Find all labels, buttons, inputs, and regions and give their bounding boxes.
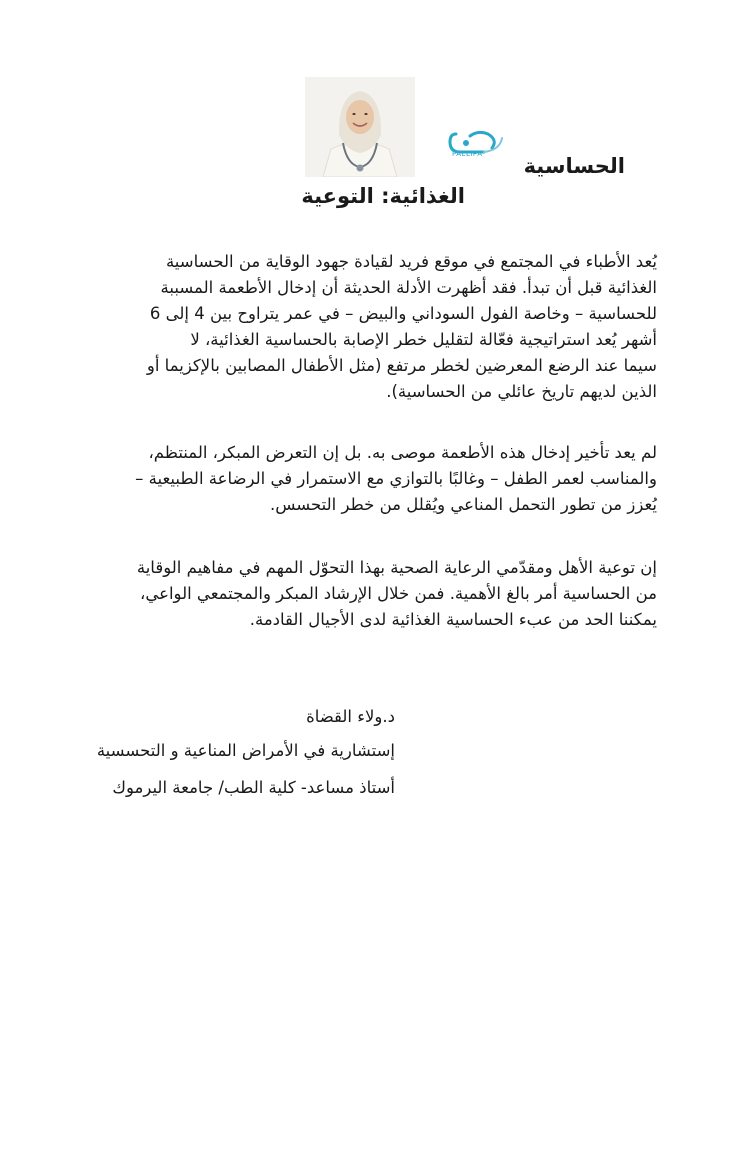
logo-text: PALLIPA (452, 150, 483, 158)
page-title-line1: الحساسية (523, 154, 625, 178)
paragraph-2 (85, 440, 657, 518)
text-line: الذين لديهم تاريخ عائلي من الحساسية). (386, 382, 657, 401)
text-line: يُعد الأطباء في المجتمع في موقع فريد لقيادة جهود الوقاية من الحساسية (165, 252, 657, 271)
text-line: الغذائية قبل أن تبدأ. فقد أظهرت الأدلة الحديثة أن إدخال الأطعمة المسببة (160, 278, 657, 297)
text-line: سيما عند الرضع المعرضين لخطر مرتفع (مثل الأطفال المصابين بالإكزيما أو (146, 356, 657, 375)
signature-position: أستاذ مساعد- كلية الطب/ جامعة اليرموك (112, 778, 395, 797)
doctor-portrait (305, 77, 415, 177)
paragraph-3 (85, 555, 657, 633)
text-line: يُعزز من تطور التحمل المناعي ويُقلل من خطر التحسس. (270, 495, 657, 514)
paragraph-1 (85, 249, 657, 405)
text-line: من الحساسية أمر بالغ الأهمية. فمن خلال الإرشاد المبكر والمجتمعي الواعي، (140, 584, 657, 603)
signature-name: د.ولاء القضاة (306, 707, 395, 726)
text-line: يمكننا الحد من عبء الحساسية الغذائية لدى الأجيال القادمة. (249, 610, 657, 629)
page-title-line2: الغذائية: التوعية (301, 184, 465, 208)
text-line: والمناسب لعمر الطفل – وغالبًا بالتوازي مع الاستمرار في الرضاعة الطبيعية – (135, 469, 657, 488)
signature-role: إستشارية في الأمراض المناعية و التحسسية (96, 741, 395, 760)
text-line: لم يعد تأخير إدخال هذه الأطعمة موصى به. بل إن التعرض المبكر، المنتظم، (148, 443, 657, 462)
text-line: للحساسية – وخاصة الفول السوداني والبيض – في عمر يتراوح بين 4 إلى 6 (149, 304, 657, 323)
text-line: أشهر يُعد استراتيجية فعّالة لتقليل خطر الإصابة بالحساسية الغذائية، لا (190, 330, 657, 349)
text-line: إن توعية الأهل ومقدّمي الرعاية الصحية بهذا التحوّل المهم في مفاهيم الوقاية (136, 558, 657, 577)
